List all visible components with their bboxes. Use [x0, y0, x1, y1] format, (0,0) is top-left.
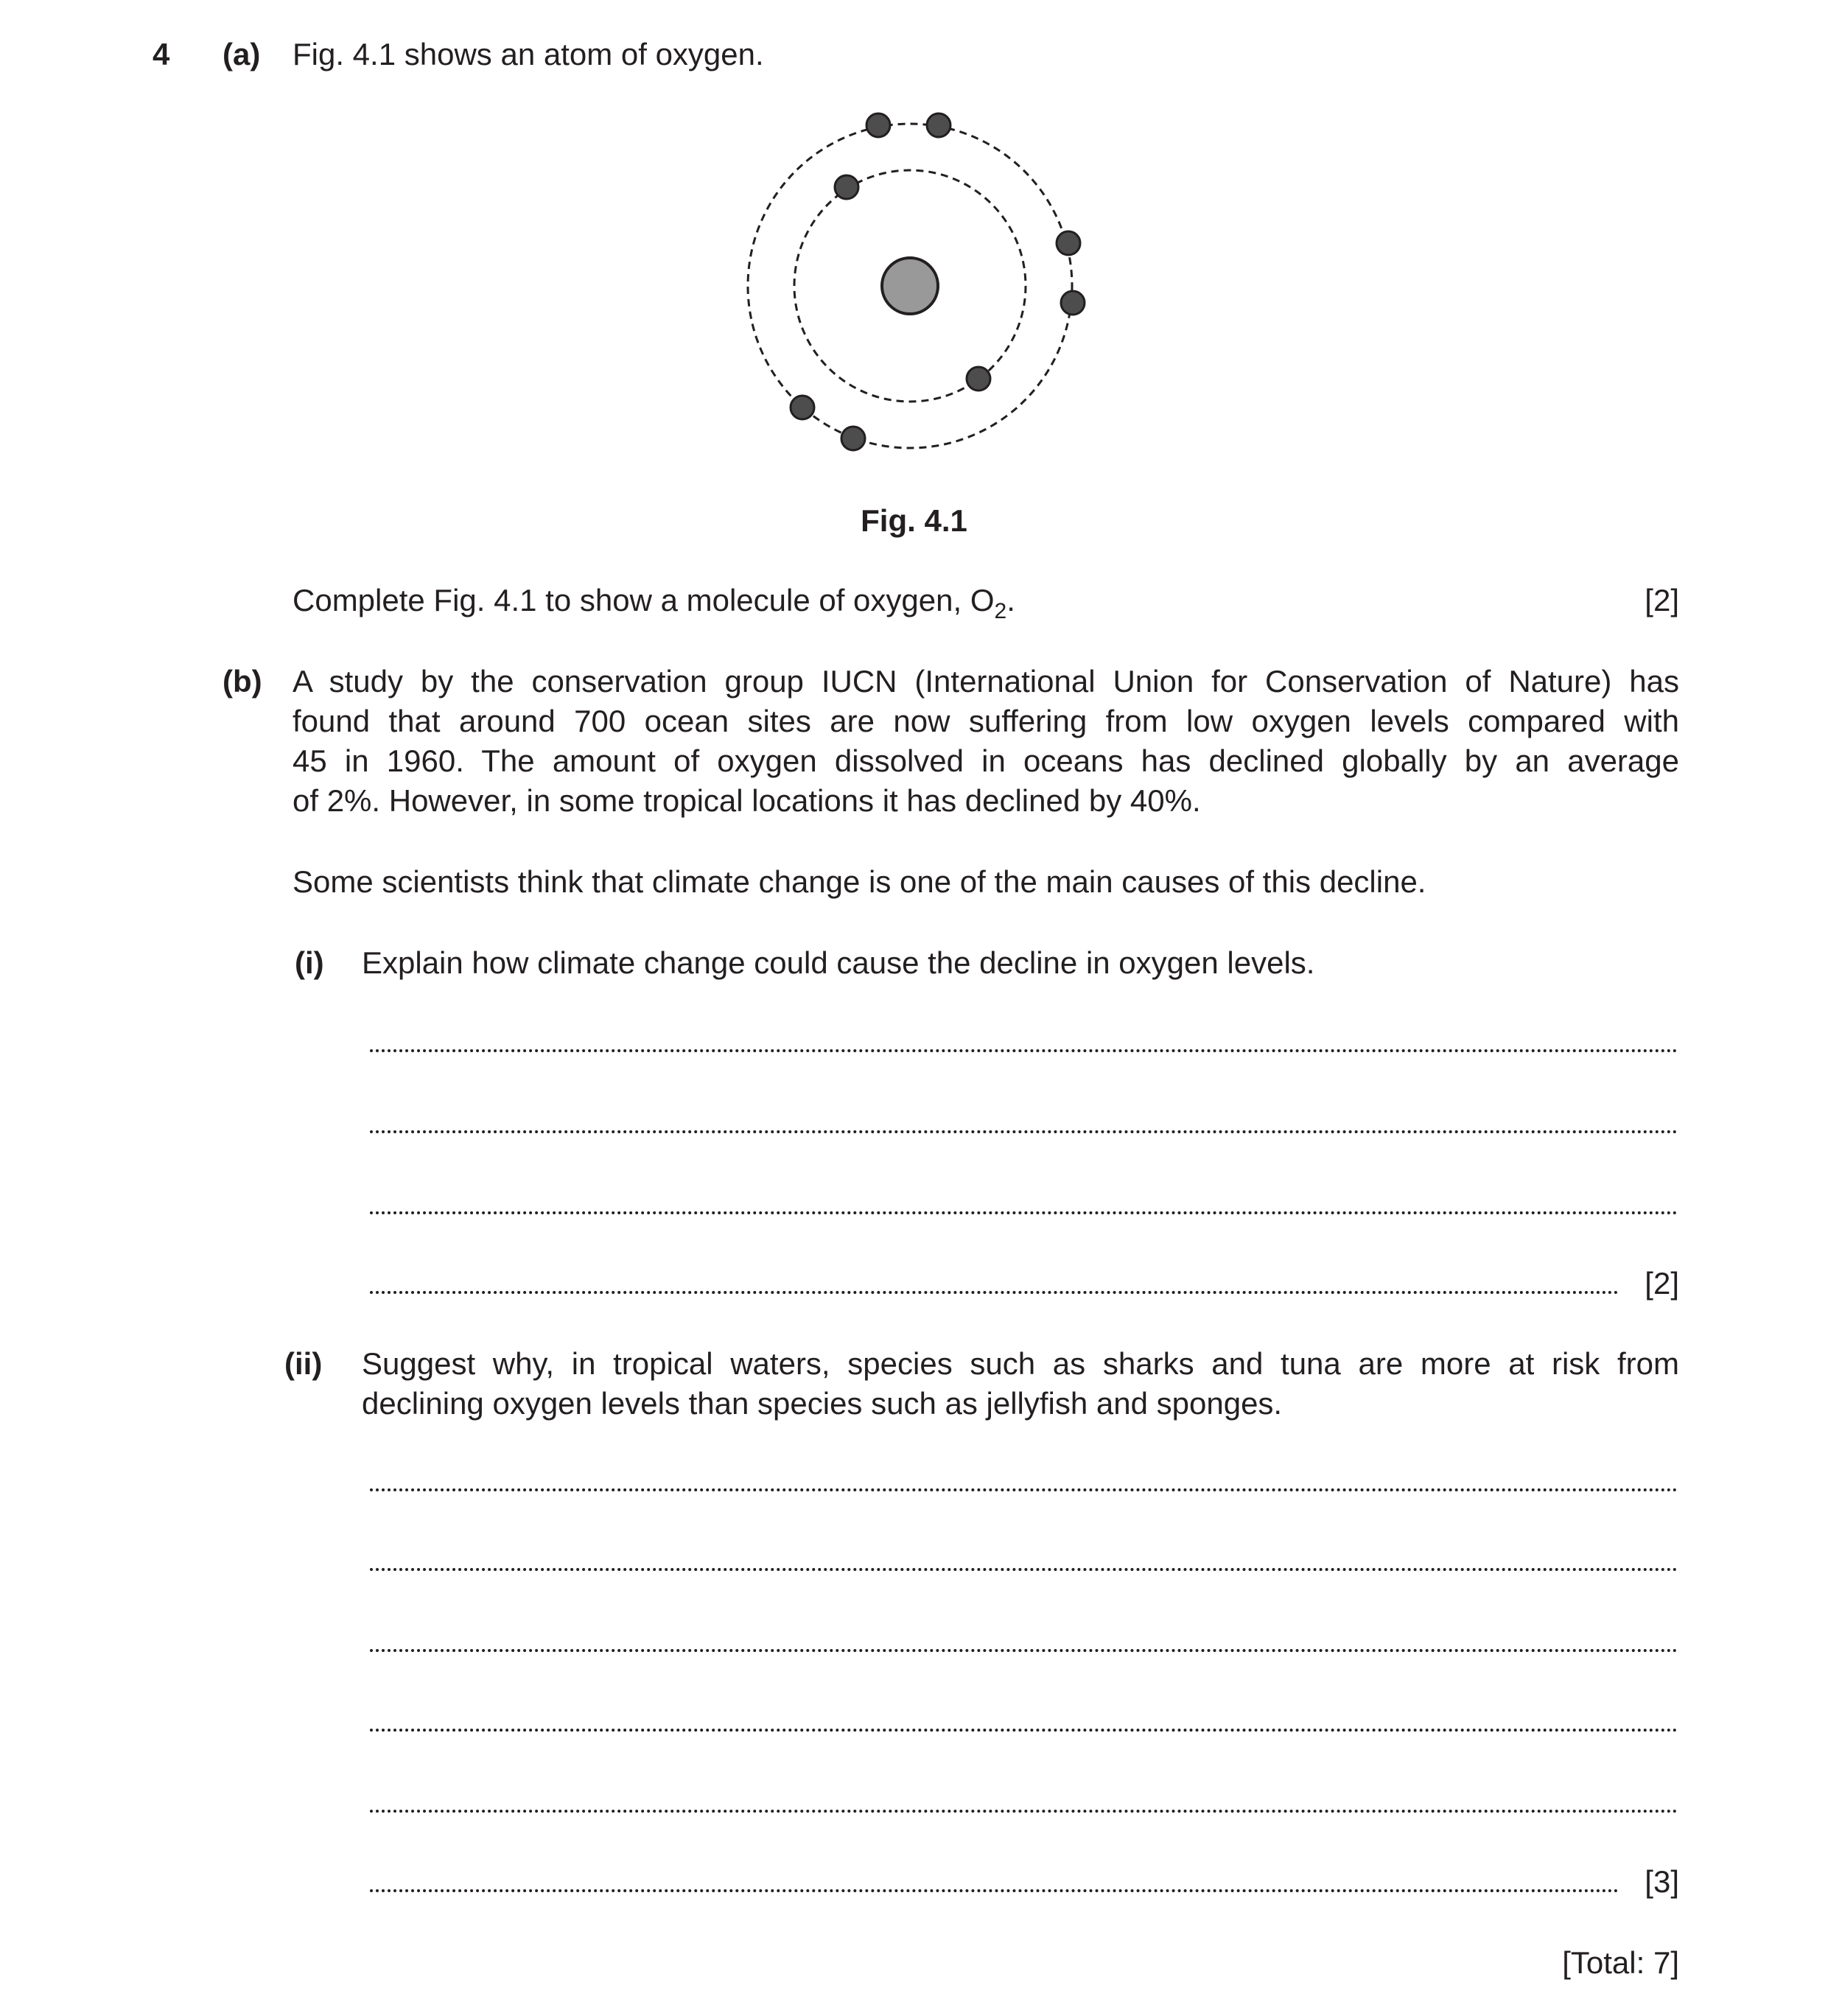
- answer-line[interactable]: [370, 1130, 1678, 1133]
- part-a-intro: Fig. 4.1 shows an atom of oxygen.: [293, 37, 764, 71]
- electron: [967, 367, 990, 391]
- total-marks: [Total: 7]: [1562, 1945, 1679, 1980]
- sub-ii-marks: [3]: [1645, 1864, 1679, 1899]
- part-a-marks: [2]: [1645, 583, 1679, 617]
- answer-line[interactable]: [370, 1291, 1619, 1294]
- electron: [927, 113, 950, 137]
- part-b-paragraph-line: 45 in 1960. The amount of oxygen dissolved in oceans has declined globally by an average: [293, 743, 1679, 778]
- sub-i-marks: [2]: [1645, 1266, 1679, 1301]
- part-b-paragraph-line: of 2%. However, in some tropical locations it has declined by 40%.: [293, 783, 1201, 818]
- sub-ii-text-line: declining oxygen levels than species such as jellyfish and sponges.: [362, 1386, 1283, 1421]
- answer-line[interactable]: [370, 1049, 1678, 1052]
- nucleus: [882, 258, 938, 314]
- electron: [791, 396, 814, 419]
- answer-line[interactable]: [370, 1649, 1678, 1652]
- answer-line[interactable]: [370, 1889, 1619, 1892]
- electron: [866, 113, 890, 137]
- instruction-subscript: 2: [994, 599, 1007, 623]
- answer-line[interactable]: [370, 1211, 1678, 1214]
- instruction-suffix: .: [1006, 583, 1015, 617]
- part-a-instruction: [293, 581, 1015, 623]
- sub-ii-text-line: Suggest why, in tropical waters, species such as sharks and tuna are more at risk from: [362, 1346, 1679, 1381]
- part-b-paragraph-line: A study by the conservation group IUCN (International Union for Conservation of Nature) has: [293, 664, 1679, 699]
- instruction-text: Complete Fig. 4.1 to show a molecule of oxygen, O: [293, 583, 995, 617]
- answer-line[interactable]: [370, 1568, 1678, 1571]
- electron: [1057, 231, 1080, 255]
- sub-i-label: (i): [295, 945, 324, 980]
- sub-i-text: Explain how climate change could cause the decline in oxygen levels.: [362, 945, 1315, 980]
- part-b-paragraph-line: found that around 700 ocean sites are now suffering from low oxygen levels compared with: [293, 704, 1679, 738]
- part-a-label: (a): [223, 37, 261, 71]
- part-b-label: (b): [223, 664, 262, 699]
- sub-ii-label: (ii): [284, 1346, 323, 1381]
- electron: [835, 175, 858, 199]
- part-b-statement: Some scientists think that climate change is one of the main causes of this decline.: [293, 864, 1426, 899]
- electron: [841, 427, 865, 450]
- figure-caption: Fig. 4.1: [861, 503, 967, 538]
- answer-line[interactable]: [370, 1810, 1678, 1813]
- answer-line[interactable]: [370, 1488, 1678, 1491]
- answer-line[interactable]: [370, 1729, 1678, 1732]
- oxygen-atom-diagram[interactable]: [737, 103, 1090, 464]
- electron: [1061, 291, 1085, 315]
- question-number: 4: [153, 37, 170, 71]
